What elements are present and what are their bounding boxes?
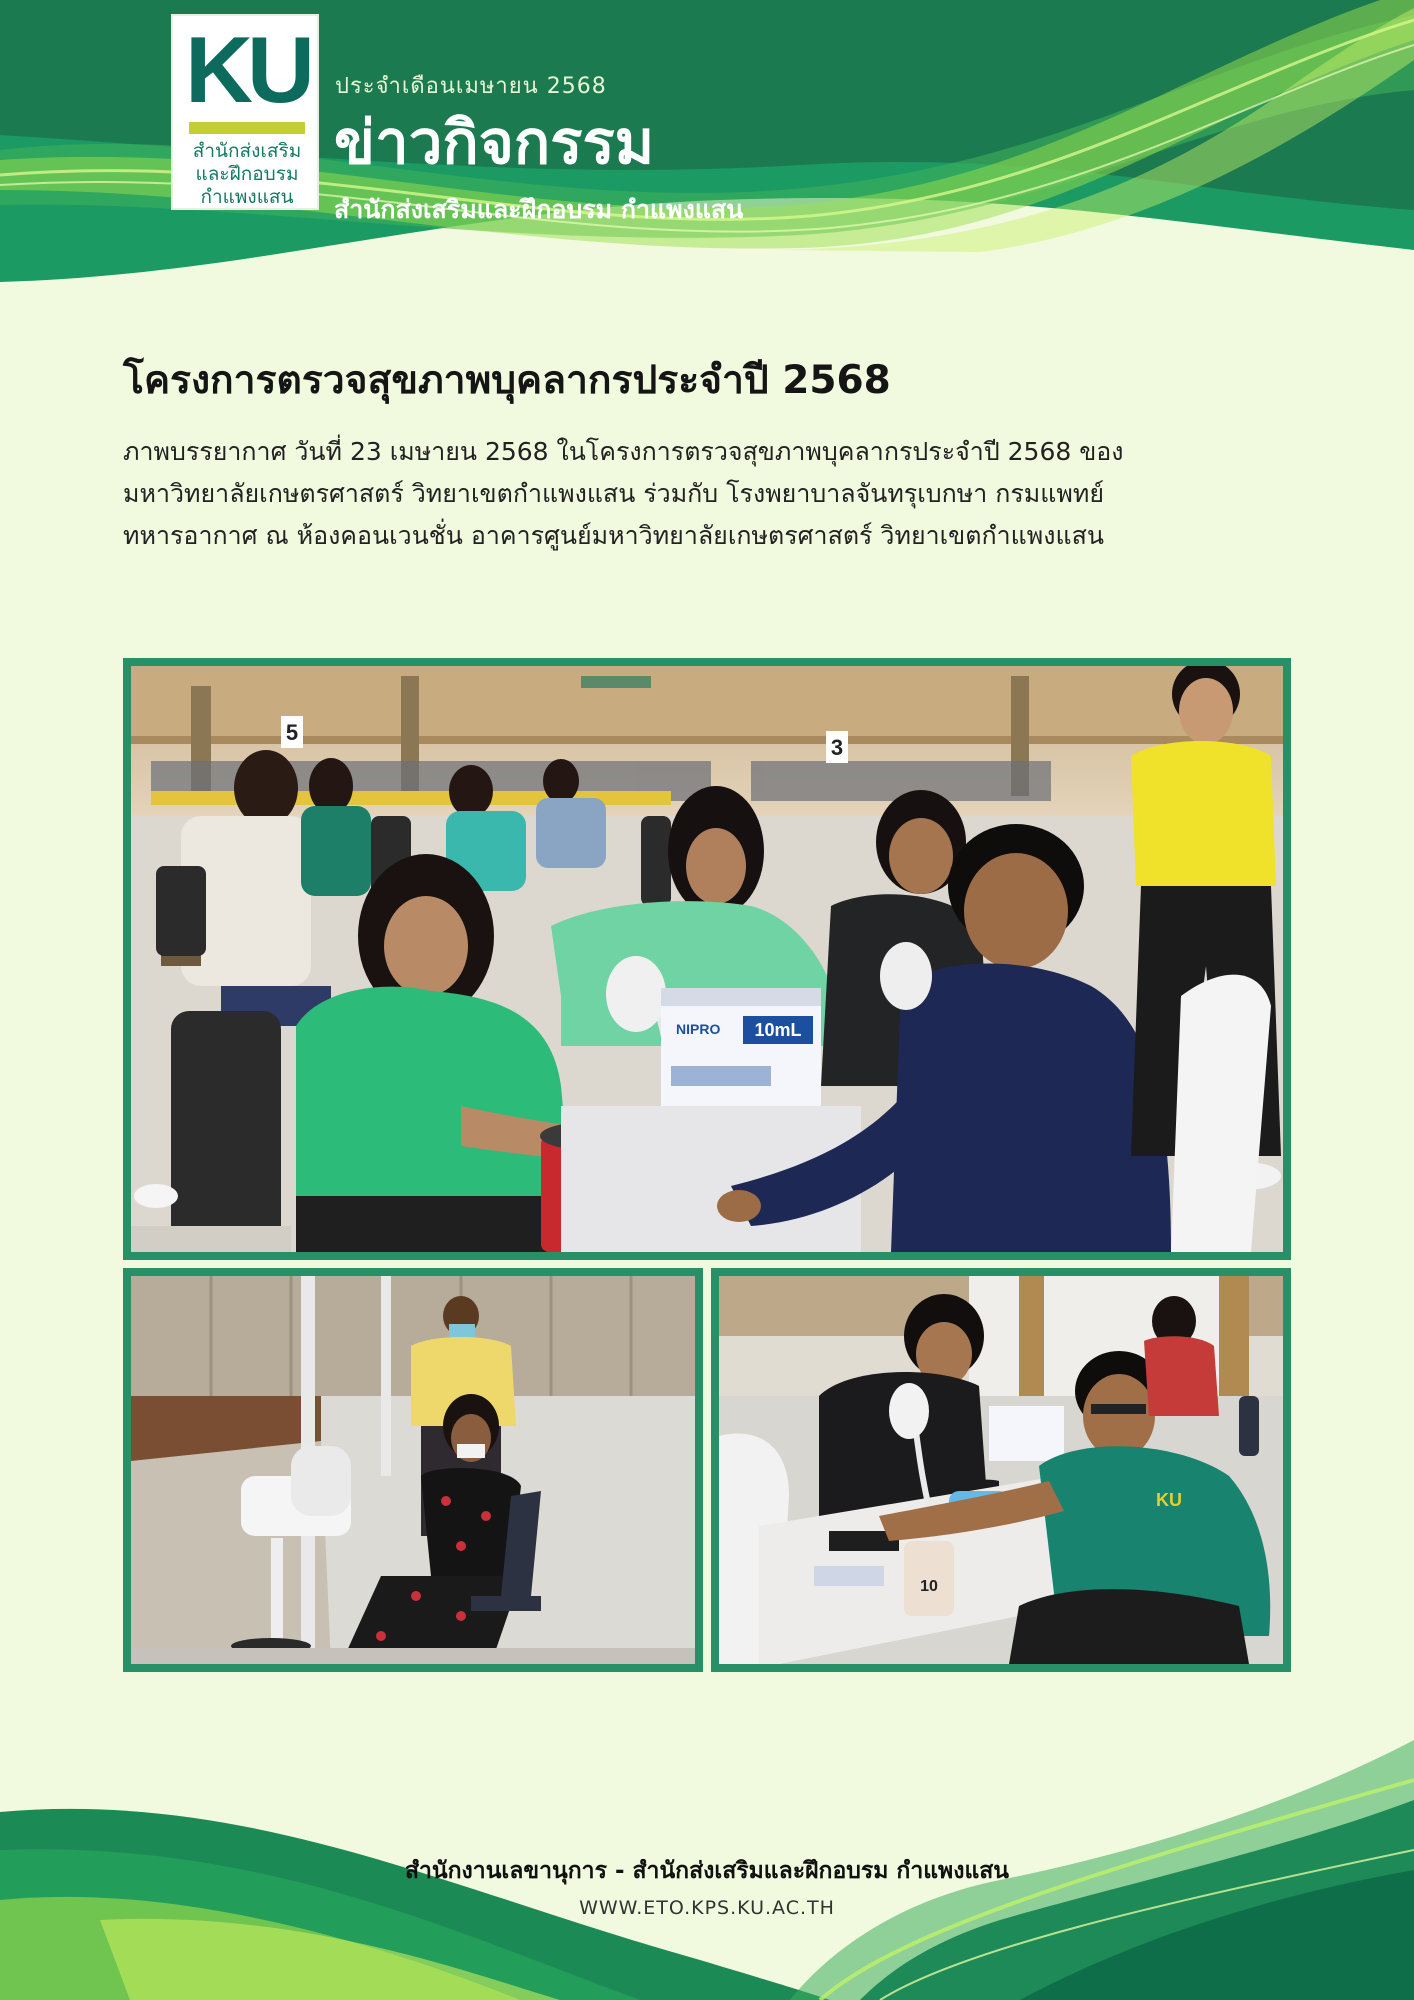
logo-accent-bar xyxy=(189,122,305,134)
box-brand: NIPRO xyxy=(676,1021,721,1037)
main-photo xyxy=(123,658,1291,1260)
station-sign: 3 xyxy=(830,735,844,760)
table-number: 10 xyxy=(920,1578,938,1595)
article-title: โครงการตรวจสุขภาพบุคลากรประจำปี 2568 xyxy=(123,358,891,403)
logo-text-line: สำนักส่งเสริม xyxy=(192,140,302,162)
photo-blood-pressure-station xyxy=(123,1268,703,1672)
newsletter-headline: ข่าวกิจกรรม xyxy=(334,108,655,178)
footer-website[interactable]: WWW.ETO.KPS.KU.AC.TH xyxy=(579,1897,835,1919)
issue-month: ประจำเดือนเมษายน 2568 xyxy=(335,74,607,99)
shirt-logo: KU xyxy=(1156,1490,1182,1510)
footer-organization: สำนักงานเลขานุการ - สำนักส่งเสริมและฝึกอบรม กำแพงแสน xyxy=(404,1858,1010,1884)
article-body xyxy=(123,431,1298,557)
logo-mark: KU xyxy=(185,17,309,122)
article-body-line: มหาวิทยาลัยเกษตรศาสตร์ วิทยาเขตกำแพงแสน ร่วมกับ โรงพยาบาลจันทรุเบกษา กรมแพทย์ xyxy=(123,479,1105,508)
logo-text-line: กำแพงแสน xyxy=(200,186,294,208)
article-body-line: ทหารอากาศ ณ ห้องคอนเวนชั่น อาคารศูนย์มหาวิทยาลัยเกษตรศาสตร์ วิทยาเขตกำแพงแสน xyxy=(123,521,1104,550)
logo-text-line: และฝึกอบรม xyxy=(195,163,299,185)
article-body-line: ภาพบรรยากาศ วันที่ 23 เมษายน 2568 ในโครงการตรวจสุขภาพบุคลากรประจำปี 2568 ของ xyxy=(123,437,1124,466)
box-size: 10mL xyxy=(754,1020,802,1040)
station-sign: 5 xyxy=(285,720,299,745)
ku-logo xyxy=(171,14,319,210)
photo-blood-draw-station xyxy=(711,1268,1291,1672)
office-name: สำนักส่งเสริมและฝึกอบรม กำแพงแสน xyxy=(334,195,744,224)
